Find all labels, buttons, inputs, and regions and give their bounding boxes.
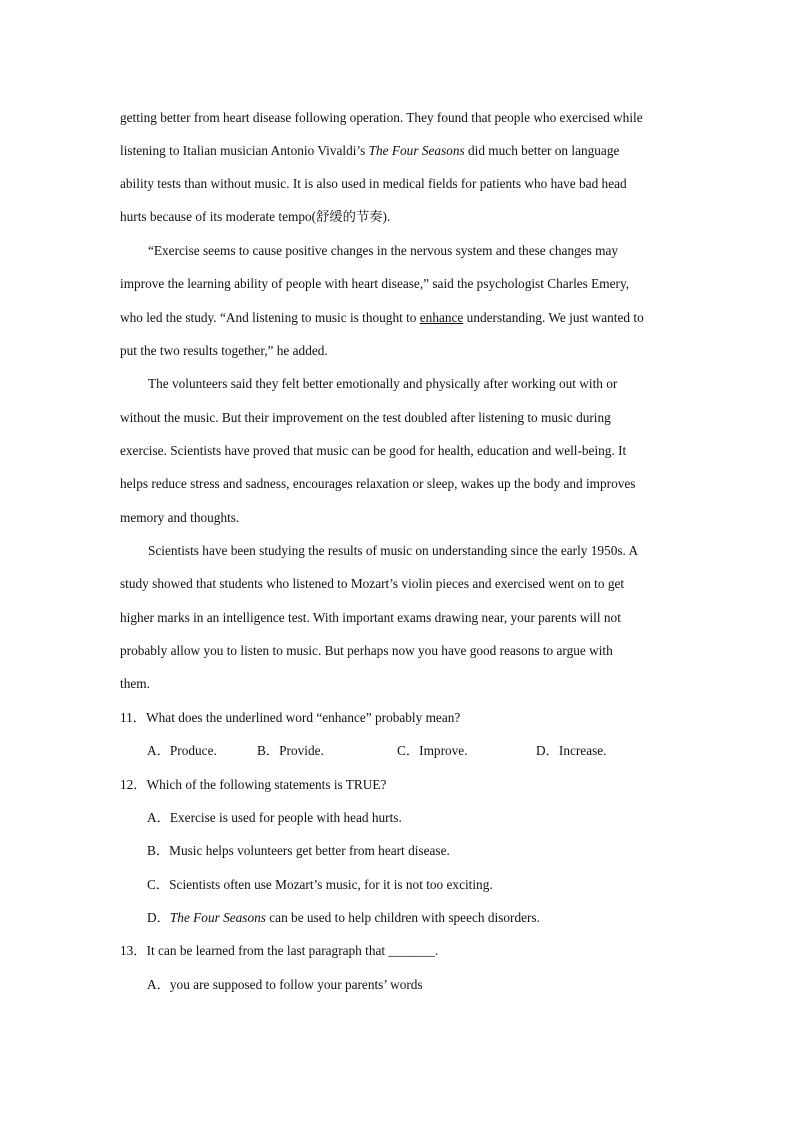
passage-text: understanding. We just wanted to (463, 310, 644, 325)
underlined-word: enhance (419, 310, 464, 325)
passage-line: improve the learning ability of people with heart disease,” said the psychologist Charles Emery, (120, 276, 630, 291)
question-11-option-c: C．Improve. (397, 743, 468, 758)
passage-line: put the two results together,” he added. (120, 343, 328, 358)
passage-line: study showed that students who listened to Mozart’s violin pieces and exercised went on to get (120, 576, 625, 591)
question-11-stem: 11．What does the underlined word “enhance” probably mean? (120, 710, 461, 725)
passage-line: memory and thoughts. (120, 510, 240, 525)
question-12-stem: 12．Which of the following statements is TRUE? (120, 777, 387, 792)
question-11-option-a: A．Produce. (147, 743, 217, 758)
question-11-option-b: B．Provide. (257, 743, 324, 758)
passage-line: them. (120, 676, 150, 691)
passage-line: probably allow you to listen to music. But perhaps now you have good reasons to argue with (120, 643, 613, 658)
passage-line: The volunteers said they felt better emotionally and physically after working out with or (148, 376, 618, 391)
passage-text: did much better on language (464, 143, 620, 158)
passage-line: hurts because of its moderate tempo(舒缓的节奏). (120, 209, 391, 224)
question-12-option-d (147, 909, 540, 927)
passage-line: “Exercise seems to cause positive changes in the nervous system and these changes may (148, 243, 619, 258)
passage-line: ability tests than without music. It is also used in medical fields for patients who have bad head (120, 176, 627, 191)
question-13-stem: 13．It can be learned from the last paragraph that _______. (120, 943, 439, 958)
question-12-option-b: B．Music helps volunteers get better from heart disease. (147, 843, 450, 858)
passage-line: helps reduce stress and sadness, encourages relaxation or sleep, wakes up the body and improves (120, 476, 636, 491)
passage-line (120, 309, 644, 327)
passage-text: who led the study. “And listening to music is thought to (120, 310, 420, 325)
passage-text: listening to Italian musician Antonio Vivaldi’s (120, 143, 369, 158)
question-12-option-c: C．Scientists often use Mozart’s music, for it is not too exciting. (147, 877, 493, 892)
work-title: The Four Seasons (169, 910, 266, 925)
passage-line: exercise. Scientists have proved that music can be good for health, education and well-being. It (120, 443, 627, 458)
option-letter: D． (147, 910, 170, 925)
question-11-option-d: D．Increase. (536, 743, 607, 758)
passage-line: higher marks in an intelligence test. With important exams drawing near, your parents will not (120, 610, 621, 625)
question-13-option-a: A．you are supposed to follow your parents’ words (147, 977, 423, 992)
passage-line: getting better from heart disease following operation. They found that people who exercised while (120, 110, 643, 125)
passage-line: without the music. But their improvement on the test doubled after listening to music during (120, 410, 611, 425)
passage-line (120, 142, 619, 160)
question-12-option-a: A．Exercise is used for people with head hurts. (147, 810, 402, 825)
option-text: can be used to help children with speech disorders. (265, 910, 540, 925)
passage-line: Scientists have been studying the results of music on understanding since the early 1950s. A (148, 543, 639, 558)
work-title: The Four Seasons (368, 143, 465, 158)
